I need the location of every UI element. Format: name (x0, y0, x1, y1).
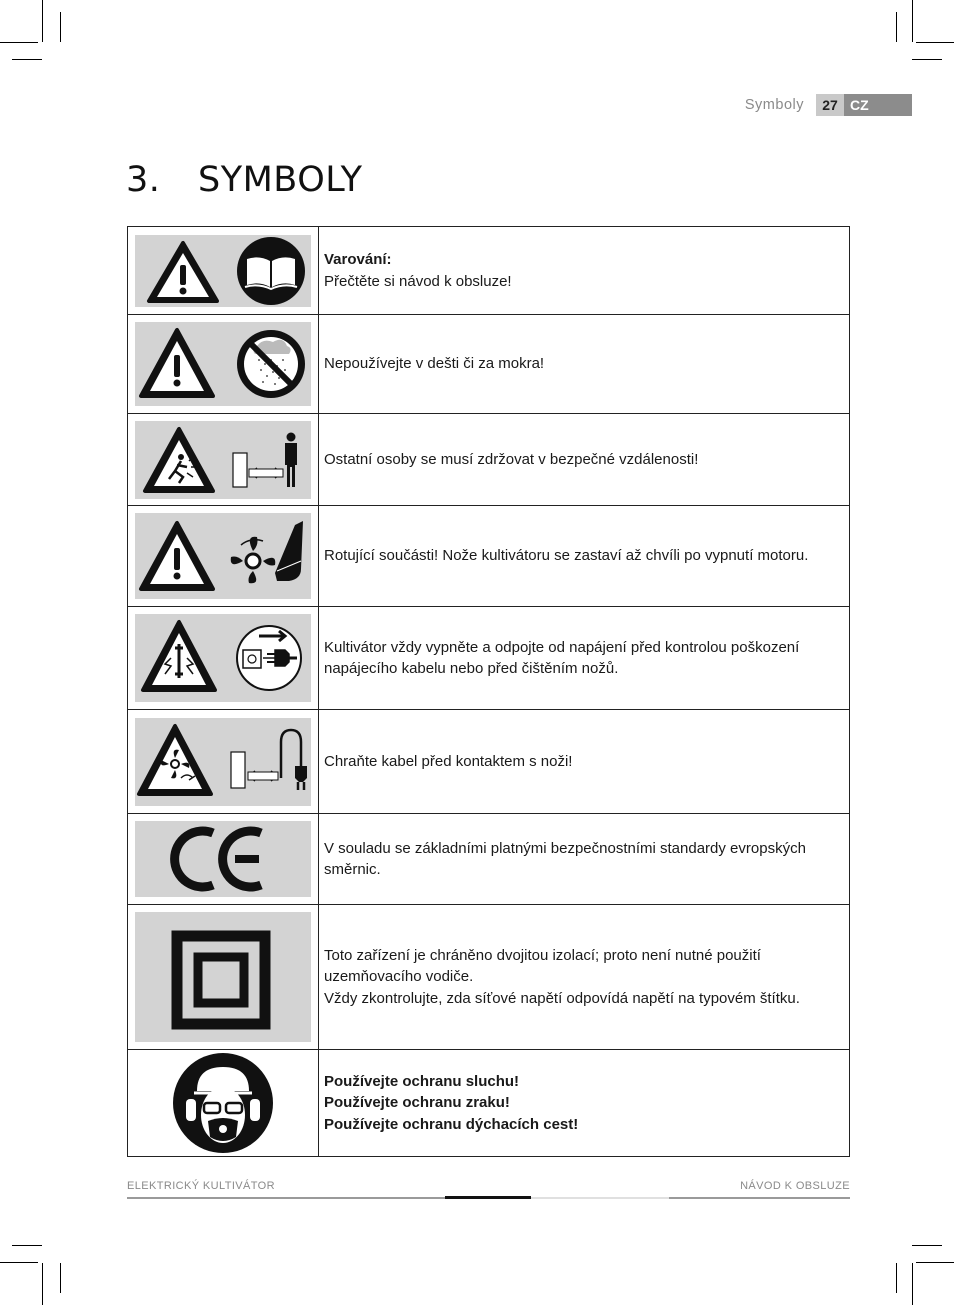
crop-mark (42, 0, 43, 42)
symbol-image (135, 421, 311, 499)
symbol-description (319, 905, 850, 1050)
description-line: Ostatní osoby se musí zdržovat v bezpečné vzdálenosti! (324, 450, 699, 468)
crop-mark (916, 1262, 954, 1263)
description-line: Chraňte kabel před kontaktem s noži! (324, 752, 573, 770)
symbol-cell (128, 1050, 319, 1157)
crop-mark (60, 1263, 61, 1293)
description-line: Přečtěte si návod k obsluze! (324, 272, 512, 290)
crop-mark (0, 42, 38, 43)
symbol-image (135, 614, 311, 702)
table-row (128, 814, 850, 905)
symbol-image (135, 513, 311, 599)
protective-equipment-icon (173, 1053, 273, 1153)
crop-mark (912, 1263, 913, 1305)
description-line: Používejte ochranu dýchacích cest! (324, 1115, 579, 1133)
table-row (128, 710, 850, 814)
crop-mark (896, 1263, 897, 1293)
table-row (128, 1050, 850, 1157)
symbol-cell (128, 710, 319, 814)
table-row (128, 905, 850, 1050)
table-row (128, 607, 850, 710)
description-line: Toto zařízení je chráněno dvojitou izolací; proto není nutné použití (324, 946, 761, 964)
symbol-image (135, 718, 311, 806)
symbol-description (319, 1050, 850, 1157)
table-row (128, 227, 850, 315)
no-rain-icon (237, 330, 305, 398)
description-line: směrnic. (324, 861, 381, 878)
symbol-image (135, 912, 311, 1042)
crop-mark (912, 59, 942, 60)
page-number: 27 (816, 94, 844, 116)
symbol-cell (128, 315, 319, 414)
description-line: Kultivátor vždy vypněte a odpojte od napájení před kontrolou poškození (324, 638, 800, 656)
crop-mark (912, 1245, 942, 1246)
footer-rule-accent (531, 1197, 669, 1199)
read-manual-icon (237, 237, 305, 305)
description-line: Používejte ochranu sluchu! (324, 1072, 520, 1090)
symbol-cell (128, 814, 319, 905)
symbols-table (127, 226, 850, 1157)
crop-mark (12, 1245, 42, 1246)
footer-product-name: ELEKTRICKÝ KULTIVÁTOR (127, 1180, 275, 1192)
symbol-image (135, 235, 311, 307)
crop-mark (896, 12, 897, 42)
chapter-title: SYMBOLY (198, 160, 363, 200)
crop-mark (912, 0, 913, 42)
description-line: napájecího kabelu nebo před čištěním nožů. (324, 660, 619, 677)
table-row (128, 506, 850, 607)
description-line: uzemňovacího vodiče. (324, 968, 474, 986)
description-line: V souladu se základními platnými bezpečnostními standardy evropských (324, 839, 806, 857)
symbol-image (135, 821, 311, 897)
symbol-description (319, 315, 850, 414)
crop-mark (60, 12, 61, 42)
symbol-image (128, 1051, 318, 1155)
symbol-description (319, 227, 850, 315)
symbol-cell (128, 414, 319, 506)
symbol-description (319, 414, 850, 506)
symbol-description (319, 607, 850, 710)
symbol-description (319, 506, 850, 607)
description-line: Nepoužívejte v dešti či za mokra! (324, 355, 545, 373)
crop-mark (12, 59, 42, 60)
symbol-cell (128, 607, 319, 710)
description-line: Vždy zkontrolujte, zda síťové napětí odpovídá napětí na typovém štítku. (324, 989, 800, 1007)
symbol-image (135, 322, 311, 406)
footer-doc-title: NÁVOD K OBSLUZE (740, 1180, 850, 1192)
crop-mark (0, 1262, 38, 1263)
page-title (126, 160, 362, 200)
language-tab: CZ (844, 94, 912, 116)
table-row (128, 315, 850, 414)
crop-mark (916, 42, 954, 43)
symbol-cell (128, 506, 319, 607)
footer-rule-accent (445, 1196, 531, 1199)
symbol-cell (128, 905, 319, 1050)
symbol-description (319, 814, 850, 905)
header-section-name: Symboly (744, 97, 804, 113)
table-row (128, 414, 850, 506)
symbol-description (319, 710, 850, 814)
description-line: Používejte ochranu zraku! (324, 1094, 510, 1112)
unplug-icon (237, 626, 301, 690)
chapter-number: 3. (126, 160, 161, 200)
description-line: Rotující součásti! Nože kultivátoru se zastaví až chvíli po vypnutí motoru. (324, 547, 809, 565)
crop-mark (42, 1263, 43, 1305)
description-line: Varování: (324, 251, 392, 268)
symbol-cell (128, 227, 319, 315)
